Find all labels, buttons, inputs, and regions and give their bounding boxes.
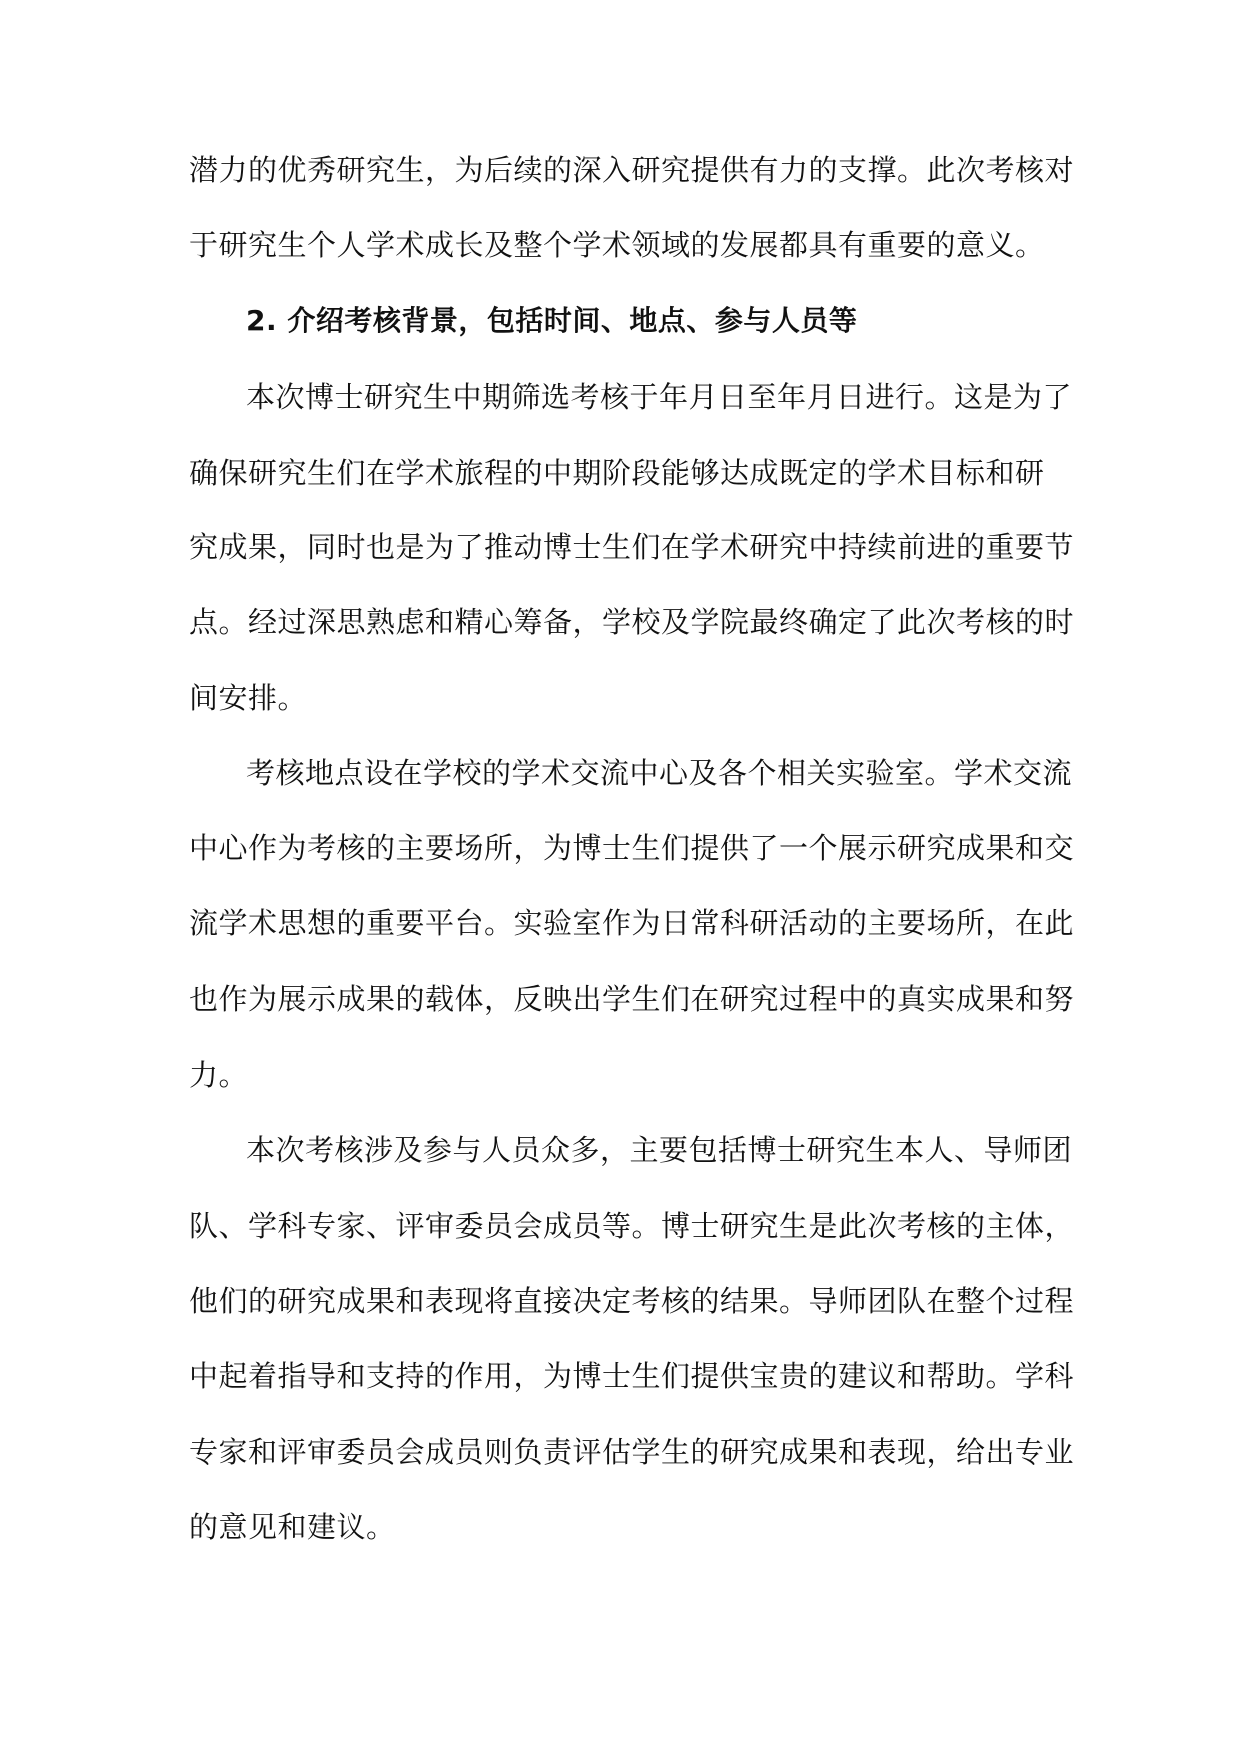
paragraph1-line-2: 确保研究生们在学术旅程的中期阶段能够达成既定的学术目标和研 [189, 456, 1045, 490]
paragraph1-line-3: 究成果，同时也是为了推动博士生们在学术研究中持续前进的重要节 [189, 530, 1075, 564]
paragraph1-line-5: 间安排。 [189, 681, 308, 715]
intro-line-1: 潜力的优秀研究生，为后续的深入研究提供有力的支撑。此次考核对 [189, 153, 1075, 187]
intro-line-2: 于研究生个人学术成长及整个学术领域的发展都具有重要的意义。 [189, 228, 1045, 262]
paragraph2-line-5: 力。 [189, 1058, 249, 1092]
section-heading: 2. 介绍考核背景，包括时间、地点、参与人员等 [246, 304, 858, 337]
paragraph1-line-4: 点。经过深思熟虑和精心筹备，学校及学院最终确定了此次考核的时 [189, 605, 1075, 639]
paragraph3-line-5: 专家和评审委员会成员则负责评估学生的研究成果和表现，给出专业 [189, 1435, 1075, 1469]
paragraph3-line-1: 本次考核涉及参与人员众多，主要包括博士研究生本人、导师团 [246, 1133, 1073, 1167]
paragraph1-line-1: 本次博士研究生中期筛选考核于年月日至年月日进行。这是为了 [246, 380, 1073, 414]
paragraph2-line-3: 流学术思想的重要平台。实验室作为日常科研活动的主要场所，在此 [189, 906, 1075, 940]
paragraph2-line-1: 考核地点设在学校的学术交流中心及各个相关实验室。学术交流 [246, 756, 1073, 790]
paragraph3-line-6: 的意见和建议。 [189, 1510, 396, 1544]
paragraph3-line-2: 队、学科专家、评审委员会成员等。博士研究生是此次考核的主体， [189, 1209, 1075, 1243]
paragraph3-line-4: 中起着指导和支持的作用，为博士生们提供宝贵的建议和帮助。学科 [189, 1359, 1075, 1393]
paragraph2-line-4: 也作为展示成果的载体，反映出学生们在研究过程中的真实成果和努 [189, 982, 1075, 1016]
paragraph2-line-2: 中心作为考核的主要场所，为博士生们提供了一个展示研究成果和交 [189, 831, 1075, 865]
paragraph3-line-3: 他们的研究成果和表现将直接决定考核的结果。导师团队在整个过程 [189, 1284, 1075, 1318]
